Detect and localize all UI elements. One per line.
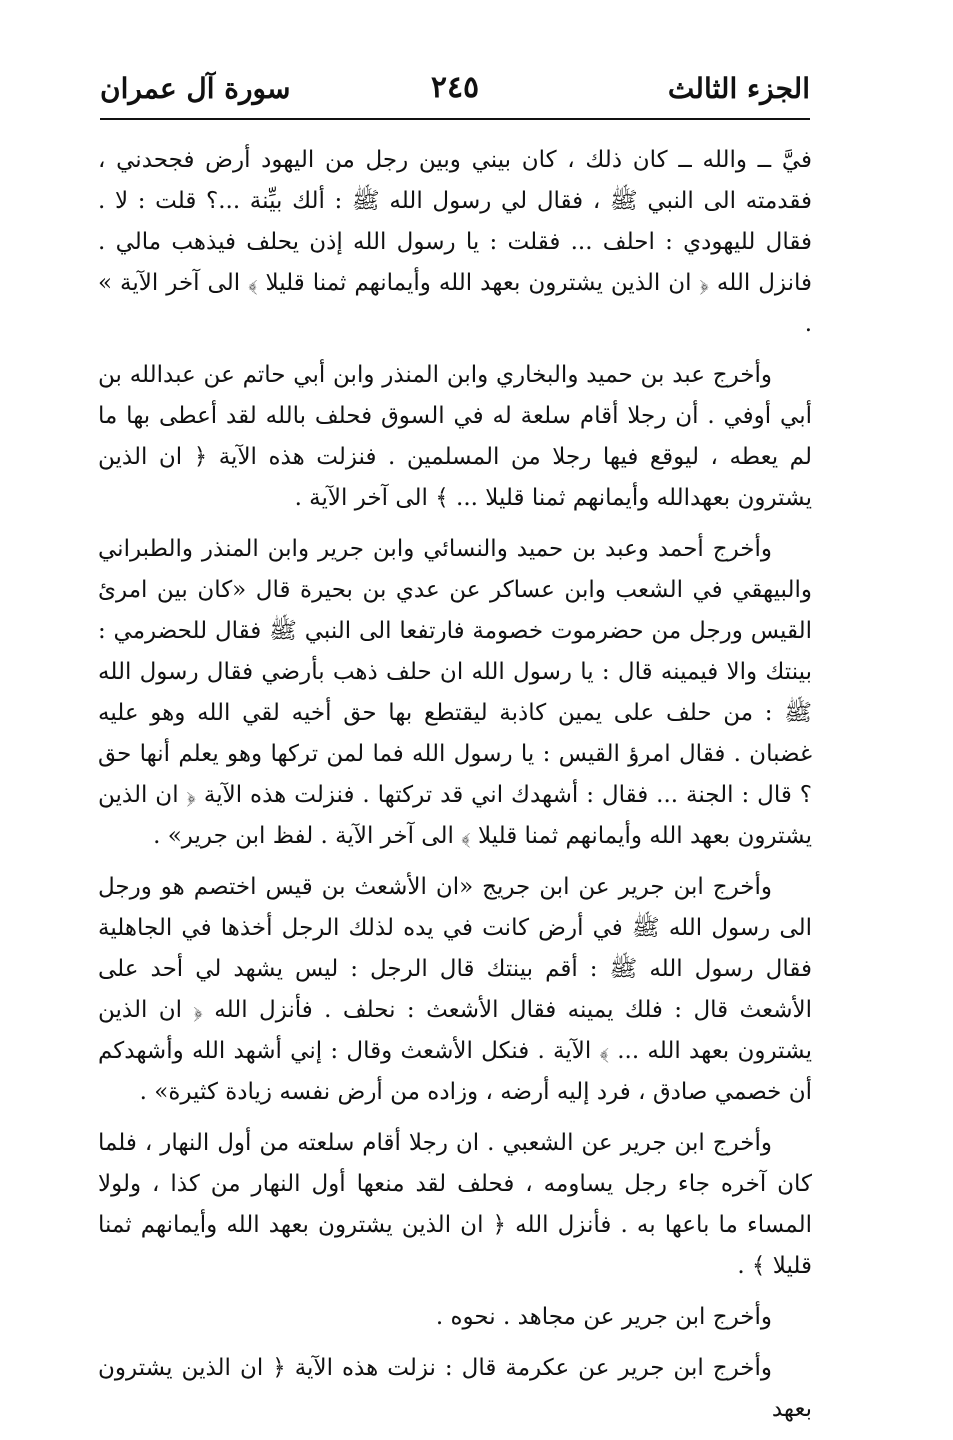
paragraph: فيَّ ــ والله ــ كان ذلك ، كان بيني وبين رجل من اليهود أرض فجحدني ، فقدمته الى النبي ﷺ ، فقال لي رسول الله ﷺ : ألك بيِّنة ...؟ قلت : لا . فقال لليهودي : احلف ... فقلت : يا رسول الله إذن يحلف فيذهب مالي . فانزل الله ﴿ ان الذين يشترون بعهد الله وأيمانهم ثمنا قليلا ﴾ الى آخر الآية » . [98,147,812,337]
page-body [98,140,812,1440]
paragraph: وأخرج ابن جرير عن مجاهد . نحوه . [435,1304,772,1330]
part-title: الجزء الثالث [667,72,810,105]
page-header [100,62,810,112]
paragraph: وأخرج ابن جرير عن ابن جريج «ان الأشعث بن قيس اختصم هو ورجل الى رسول الله ﷺ في أرض كانت في يده لذلك الرجل أخذها في الجاهلية فقال رسول الله ﷺ : أقم بينتك قال الرجل : ليس يشهد لي أحد على الأشعث قال : فلك يمينه فقال الأشعث : نحلف . فأنزل الله ﴿ ان الذين يشترون بعهد الله ... ﴾ الآية . فنكل الأشعث وقال : إني أشهد الله وأشهدكم أن خصمي صادق ، فرد إليه أرضه ، وزاده من أرض نفسه زيادة كثيرة» . [98,874,812,1105]
paragraph: وأخرج ابن جرير عن عكرمة قال : نزلت هذه الآية ﴿ ان الذين يشترون بعهد [98,1355,812,1422]
sura-title: سورة آل عمران [100,72,291,105]
paragraph: وأخرج ابن جرير عن الشعبي . ان رجلا أقام سلعته من أول النهار ، فلما كان آخره جاء رجل يساومه ، فحلف لقد منعها أول النهار من كذا ، ولولا المساء ما باعها به . فأنزل الله ﴿ ان الذين يشترون بعهد الله وأيمانهم ثمنا قليلا ﴾ . [98,1130,812,1279]
header-rule [100,118,810,120]
page-number: ٢٤٥ [430,70,480,105]
paragraph: وأخرج أحمد وعبد بن حميد والنسائي وابن جرير وابن المنذر والطبراني والبيهقي في الشعب وابن عساكر عن عدي بن بحيرة قال «كان بين امرئ القيس ورجل من حضرموت خصومة فارتفعا الى النبي ﷺ فقال للحضرمي : بينتك والا فيمينه قال : يا رسول الله ان حلف ذهب بأرضي فقال رسول الله ﷺ : من حلف على يمين كاذبة ليقتطع بها حق أخيه لقي الله وهو عليه غضبان . فقال امرؤ القيس : يا رسول الله فما لمن تركها وهو يعلم أنها حق ؟ قال : الجنة ... فقال : أشهدك اني قد تركتها . فنزلت هذه الآية ﴿ ان الذين يشترون بعهد الله وأيمانهم ثمنا قليلا ﴾ الى آخر الآية . لفظ ابن جرير» . [98,536,812,849]
paragraph: وأخرج عبد بن حميد والبخاري وابن المنذر وابن أبي حاتم عن عبدالله بن أبي أوفي . أن رجلا أقام سلعة له في السوق فحلف بالله لقد أعطى بها ما لم يعطه ، ليوقع فيها رجلا من المسلمين . فنزلت هذه الآية ﴿ ان الذين يشترون بعهدالله وأيمانهم ثمنا قليلا ... ﴾ الى آخر الآية . [98,362,812,511]
